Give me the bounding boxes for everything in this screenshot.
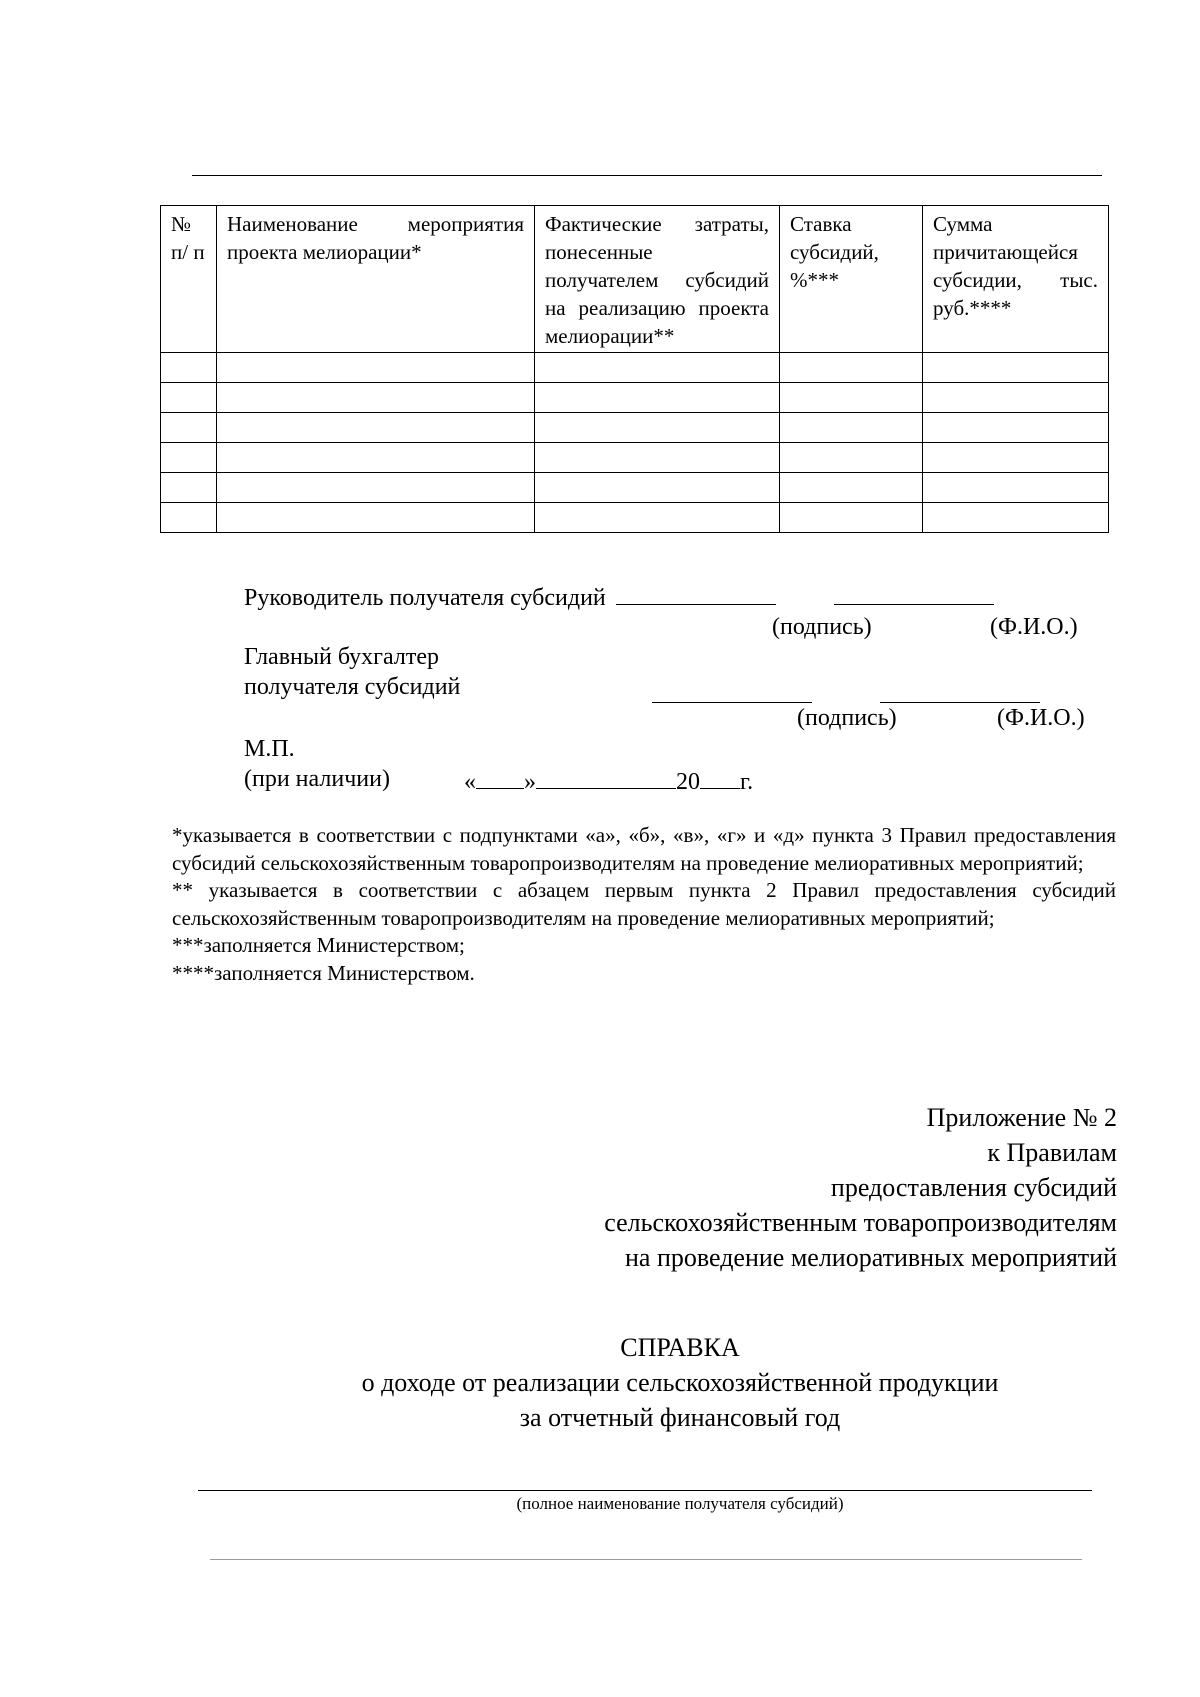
head-fio-field[interactable] [834, 580, 994, 605]
table-cell[interactable] [535, 413, 780, 443]
table-cell[interactable] [161, 383, 217, 413]
date-year-suffix: г. [740, 769, 754, 795]
fio-caption-2: (Ф.И.О.) [997, 705, 1085, 731]
table-cell[interactable] [923, 383, 1109, 413]
table-cell[interactable] [217, 383, 535, 413]
footnote-4: ****заполняется Министерством. [172, 960, 475, 985]
appendix-line-5: на проведение мелиоративных мероприятий [625, 1243, 1117, 1272]
date-close-quote: » [524, 769, 536, 795]
accountant-signature-field[interactable] [652, 678, 812, 703]
table-cell[interactable] [535, 443, 780, 473]
footnote-2: ** указывается в соответствии с абзацем первым пункта 2 Правил предоставления субсидий сельскохозяйственным товаропроизводителям на проведение мелиоративных мероприятий; [172, 878, 1116, 930]
appendix-header [500, 1100, 1117, 1275]
table-cell[interactable] [535, 353, 780, 383]
table-cell[interactable] [780, 383, 923, 413]
fio-caption-1: (Ф.И.О.) [990, 614, 1078, 640]
appendix-line-4: сельскохозяйственным товаропроизводителям [604, 1208, 1117, 1237]
table-cell[interactable] [217, 503, 535, 533]
date-line [464, 764, 753, 797]
appendix-line-3: предоставления субсидий [830, 1173, 1117, 1202]
table-cell[interactable] [161, 353, 217, 383]
table-cell[interactable] [780, 473, 923, 503]
header-subsidy-amount: Сумма причитающейся субсидии, тыс. руб.**** [923, 206, 1109, 353]
table-row [161, 353, 1109, 383]
table-cell[interactable] [161, 503, 217, 533]
table-cell[interactable] [780, 443, 923, 473]
recipient-caption: (полное наименование получателя субсидий) [516, 1494, 844, 1513]
footnote-3: ***заполняется Министерством; [172, 933, 465, 957]
head-label: Руководитель получателя субсидий [244, 585, 606, 611]
table-header-row [161, 206, 1109, 353]
appendix-line-1: Приложение № 2 [926, 1103, 1117, 1132]
table-cell[interactable] [161, 413, 217, 443]
table-cell[interactable] [923, 413, 1109, 443]
head-signature-field[interactable] [616, 580, 776, 605]
accountant-label-2: получателя субсидий [244, 674, 461, 700]
header-activity-name: Наименование мероприятия проекта мелиорации* [217, 206, 535, 353]
header-number: № п/ п [161, 206, 217, 353]
certificate-title-block [170, 1330, 1190, 1435]
stamp-note: (при наличии) [244, 766, 390, 792]
accountant-label-1: Главный бухгалтер [244, 644, 439, 670]
date-open-quote: « [464, 769, 476, 795]
table-cell[interactable] [780, 503, 923, 533]
table-cell[interactable] [217, 353, 535, 383]
date-month-field[interactable] [536, 764, 676, 789]
table-cell[interactable] [780, 413, 923, 443]
table-cell[interactable] [923, 473, 1109, 503]
stamp-label: М.П. [244, 736, 295, 762]
certificate-title: СПРАВКА [620, 1333, 740, 1362]
date-year-field[interactable] [700, 764, 740, 789]
footnotes [172, 822, 1116, 987]
certificate-subtitle-2: за отчетный финансовый год [519, 1403, 841, 1432]
bottom-blank-line [210, 1559, 1082, 1560]
table-row [161, 413, 1109, 443]
date-year-prefix: 20 [676, 769, 700, 795]
header-subsidy-rate: Ставка субсидий, %*** [780, 206, 923, 353]
certificate-subtitle-1: о доходе от реализации сельскохозяйственной продукции [361, 1368, 999, 1397]
table-row [161, 383, 1109, 413]
table-cell[interactable] [217, 443, 535, 473]
table-cell[interactable] [161, 473, 217, 503]
table-cell[interactable] [161, 443, 217, 473]
table-cell[interactable] [923, 503, 1109, 533]
table-row [161, 473, 1109, 503]
table-cell[interactable] [535, 383, 780, 413]
table-row [161, 443, 1109, 473]
signature-caption-1: (подпись) [772, 614, 872, 640]
table-cell[interactable] [217, 413, 535, 443]
date-day-field[interactable] [476, 764, 524, 789]
header-actual-costs: Фактические затраты, понесенные получателем субсидий на реализацию проекта мелиорации** [535, 206, 780, 353]
table-cell[interactable] [923, 443, 1109, 473]
table-cell[interactable] [780, 353, 923, 383]
appendix-line-2: к Правилам [987, 1138, 1117, 1167]
head-signature-line [244, 580, 994, 613]
table-cell[interactable] [535, 473, 780, 503]
top-blank-line [192, 175, 1102, 176]
table-row [161, 503, 1109, 533]
subsidy-table [160, 205, 1109, 533]
table-cell[interactable] [535, 503, 780, 533]
recipient-name-line[interactable] [198, 1490, 1092, 1491]
accountant-fio-field[interactable] [880, 678, 1040, 703]
table-cell[interactable] [217, 473, 535, 503]
footnote-1: *указывается в соответствии с подпунктами «а», «б», «в», «г» и «д» пункта 3 Правил предоставления субсидий сельскохозяйственным товаропроизводителям на проведение мелиоративных мероприятий; [172, 823, 1116, 875]
signature-caption-2: (подпись) [797, 705, 897, 731]
table-cell[interactable] [923, 353, 1109, 383]
